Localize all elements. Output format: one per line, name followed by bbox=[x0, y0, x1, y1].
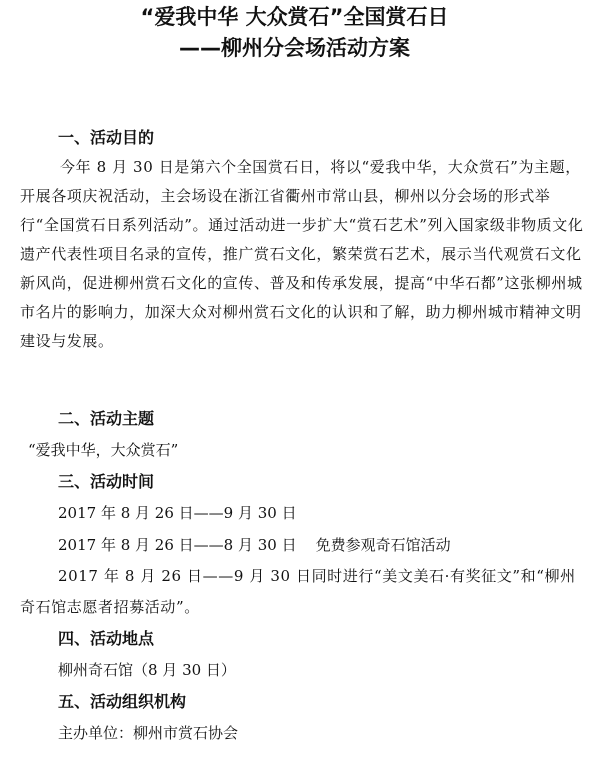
section-heading-time: 三、活动时间 bbox=[58, 472, 155, 491]
document-title-line-2: ——柳州分会场活动方案 bbox=[179, 36, 410, 60]
time-line-3: 2017 年 8 月 26 日——9 月 30 日同时进行“美文美石·有奖征文”和“柳州奇石馆志愿者招募活动”。 bbox=[20, 567, 576, 616]
section-body-location: 柳州奇石馆（8 月 30 日） bbox=[58, 661, 236, 679]
section-body-theme: “爱我中华，大众赏石” bbox=[28, 441, 179, 459]
section-body-organization: 主办单位：柳州市赏石协会 bbox=[58, 724, 239, 742]
time-line-1: 2017 年 8 月 26 日——9 月 30 日 bbox=[58, 504, 297, 522]
time-line-2: 2017 年 8 月 26 日——8 月 30 日 免费参观奇石馆活动 bbox=[58, 536, 451, 554]
section-heading-theme: 二、活动主题 bbox=[58, 409, 155, 428]
section-heading-purpose: 一、活动目的 bbox=[58, 128, 155, 147]
section-heading-organization: 五、活动组织机构 bbox=[58, 692, 187, 711]
section-body-purpose: 今年 8 月 30 日是第六个全国赏石日，将以“爱我中华，大众赏石”为主题，开展各项庆祝活动，主会场设在浙江省衢州市常山县，柳州以分会场的形式举行“全国赏石日系列活动”。通过活动进一步扩大“赏石艺术”列入国家级非物质文化遗产代表性项目名录的宣传，推广赏石文化，繁荣赏石艺术，展示当代观赏石文化新风尚，促进柳州赏石文化的宣传、普及和传承发展，提高“中华石都”这张柳州城市名片的影响力，加深大众对柳州赏石文化的认识和了解，助力柳州城市精神文明建设与发展。 bbox=[20, 158, 584, 350]
document-title-line-1: “爱我中华 大众赏石”全国赏石日 bbox=[140, 5, 449, 29]
section-heading-location: 四、活动地点 bbox=[58, 629, 155, 648]
